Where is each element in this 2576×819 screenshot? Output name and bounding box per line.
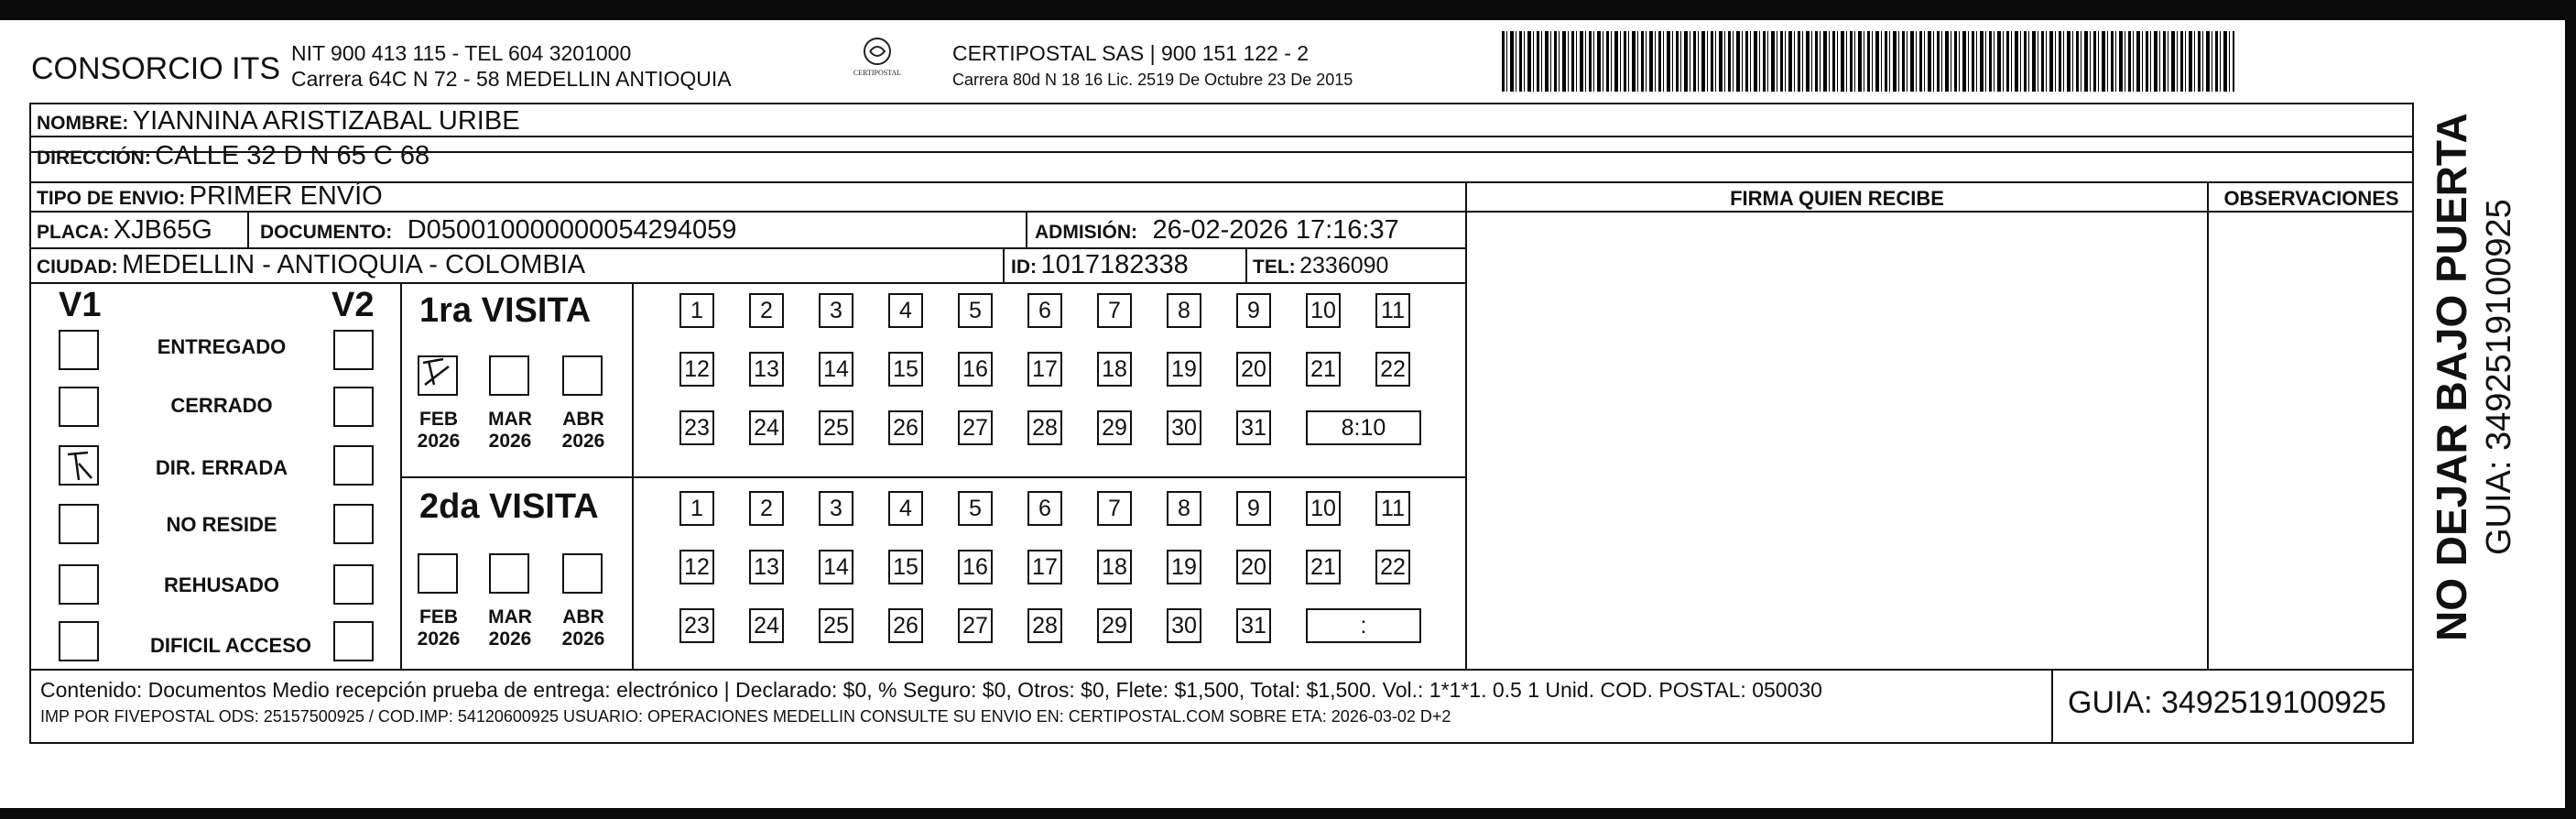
status-entregado: ENTREGADO: [157, 335, 287, 358]
second-visit-day-6[interactable]: 6: [1027, 491, 1062, 526]
v2-cerrado-checkbox[interactable]: [333, 387, 374, 427]
documento-value: D050010000000054294059: [407, 215, 737, 245]
second-visit-day-16[interactable]: 16: [958, 550, 993, 584]
v1-dificil-acceso-checkbox[interactable]: [59, 621, 99, 661]
second-visit-day-13[interactable]: 13: [749, 550, 784, 584]
certipostal-logo: [850, 31, 905, 86]
second-visit-time-box[interactable]: :: [1306, 608, 1421, 643]
first-visit-day-25[interactable]: 25: [819, 410, 853, 445]
first-visit-day-15[interactable]: 15: [888, 352, 923, 387]
first-visit-day-13[interactable]: 13: [749, 352, 784, 387]
second-visit-day-7[interactable]: 7: [1097, 491, 1132, 526]
tel-value: 2336090: [1299, 253, 1389, 278]
v2-label: V2: [332, 286, 375, 324]
second-visit-day-17[interactable]: 17: [1027, 550, 1062, 584]
first-visit-time-box[interactable]: 8:10: [1306, 410, 1421, 445]
second-visit-day-2[interactable]: 2: [749, 491, 784, 526]
v1-rehusado-checkbox[interactable]: [59, 564, 99, 605]
first-visit-day-12[interactable]: 12: [679, 352, 714, 387]
first-visit-day-1[interactable]: 1: [679, 293, 714, 328]
v1-no-reside-checkbox[interactable]: [59, 504, 99, 544]
id-value: 1017182338: [1040, 250, 1189, 279]
id-label: ID:: [1011, 257, 1037, 278]
carrier-address: Carrera 80d N 18 16 Lic. 2519 De Octubre 23 De 2015: [952, 71, 1353, 89]
first-visit-day-3[interactable]: 3: [819, 293, 853, 328]
second-visit-day-3[interactable]: 3: [819, 491, 853, 526]
admision-value: 26-02-2026 17:16:37: [1152, 215, 1399, 245]
nombre-label: NOMBRE:: [37, 113, 129, 134]
direccion-label: DIRECCIÓN:: [37, 147, 151, 169]
first-visit-day-28[interactable]: 28: [1027, 410, 1062, 445]
footer-contents: Contenido: Documentos Medio recepción prueba de entrega: electrónico | Declarado: $0, % Seguro: $0, Otros: $0, Flete: $1,500, Total: $1,500. Vol.: 1*1*1. 0.5 1 Unid. COD. POSTAL: 050030: [40, 678, 1822, 702]
month-abr-2: ABR 2026: [561, 606, 605, 650]
v1-entregado-checkbox[interactable]: [59, 330, 99, 370]
first-visit-day-14[interactable]: 14: [819, 352, 853, 387]
second-visit-day-18[interactable]: 18: [1097, 550, 1132, 584]
second-visit-day-grid: [679, 491, 1430, 665]
barcode: [1502, 31, 2234, 92]
v2-no-reside-checkbox[interactable]: [333, 504, 374, 544]
month-feb-2: FEB 2026: [417, 606, 461, 650]
first-visit-day-2[interactable]: 2: [749, 293, 784, 328]
first-visit-day-24[interactable]: 24: [749, 410, 784, 445]
first-visit-day-30[interactable]: 30: [1167, 410, 1201, 445]
second-visit-day-11[interactable]: 11: [1375, 491, 1410, 526]
month-mar-1: MAR 2026: [488, 409, 532, 452]
v2-rehusado-checkbox[interactable]: [333, 564, 374, 605]
second-visit-day-31[interactable]: 31: [1236, 608, 1271, 643]
status-dificil-acceso: DIFICIL ACCESO: [149, 634, 311, 657]
right-border: [2565, 0, 2576, 819]
admision-label: ADMISIÓN:: [1035, 222, 1137, 243]
second-visit-day-8[interactable]: 8: [1167, 491, 1201, 526]
first-visit-day-6[interactable]: 6: [1027, 293, 1062, 328]
first-visit-day-31[interactable]: 31: [1236, 410, 1271, 445]
company-name: CONSORCIO ITS: [31, 51, 281, 86]
first-visit-day-21[interactable]: 21: [1306, 352, 1341, 387]
side-warning: NO DEJAR BAJO PUERTA: [2428, 113, 2475, 641]
second-visit-day-24[interactable]: 24: [749, 608, 784, 643]
v2-dificil-acceso-checkbox[interactable]: [333, 621, 374, 661]
v1-label: V1: [59, 286, 102, 324]
footer-guia: GUIA: 3492519100925: [2068, 685, 2386, 720]
bottom-border: [0, 808, 2576, 819]
month-mar-2: MAR 2026: [488, 606, 532, 650]
first-visit-day-5[interactable]: 5: [958, 293, 993, 328]
second-visit-day-15[interactable]: 15: [888, 550, 923, 584]
v1-dir-errada-checkbox[interactable]: [59, 445, 99, 486]
second-visit-day-14[interactable]: 14: [819, 550, 853, 584]
handwritten-check-icon: [419, 357, 456, 394]
first-visit-title: 1ra VISITA: [419, 291, 592, 330]
first-visit-day-23[interactable]: 23: [679, 410, 714, 445]
second-visit-day-22[interactable]: 22: [1375, 550, 1410, 584]
signature-area[interactable]: [1467, 213, 2207, 669]
ciudad-label: CIUDAD:: [37, 257, 118, 278]
v1-cerrado-checkbox[interactable]: [59, 387, 99, 427]
first-visit-abr-checkbox[interactable]: [562, 355, 603, 396]
status-cerrado: CERRADO: [170, 394, 273, 417]
first-visit-day-16[interactable]: 16: [958, 352, 993, 387]
second-visit-day-5[interactable]: 5: [958, 491, 993, 526]
status-dir-errada: DIR. ERRADA: [155, 456, 288, 479]
second-visit-day-10[interactable]: 10: [1306, 491, 1341, 526]
second-visit-day-20[interactable]: 20: [1236, 550, 1271, 584]
first-visit-day-19[interactable]: 19: [1167, 352, 1201, 387]
firma-header: FIRMA QUIEN RECIBE: [1730, 187, 1944, 210]
first-visit-day-27[interactable]: 27: [958, 410, 993, 445]
company-address: Carrera 64C N 72 - 58 MEDELLIN ANTIOQUIA: [291, 67, 732, 91]
second-visit-mar-checkbox[interactable]: [489, 553, 529, 594]
svg-text:CERTIPOSTAL: CERTIPOSTAL: [853, 69, 902, 77]
top-border: [0, 0, 2576, 20]
tipo-label: TIPO DE ENVIO:: [37, 188, 186, 209]
first-visit-day-10[interactable]: 10: [1306, 293, 1341, 328]
observations-area[interactable]: [2209, 213, 2414, 669]
status-rehusado: REHUSADO: [164, 573, 279, 596]
observaciones-header: OBSERVACIONES: [2223, 187, 2399, 210]
second-visit-feb-checkbox[interactable]: [418, 553, 458, 594]
first-visit-day-grid: [679, 293, 1430, 467]
ciudad-value: MEDELLIN - ANTIOQUIA - COLOMBIA: [122, 250, 586, 279]
second-visit-day-9[interactable]: 9: [1236, 491, 1271, 526]
second-visit-day-30[interactable]: 30: [1167, 608, 1201, 643]
first-visit-feb-checkbox[interactable]: [418, 355, 458, 396]
company-nit: NIT 900 413 115 - TEL 604 3201000: [291, 41, 632, 65]
second-visit-day-28[interactable]: 28: [1027, 608, 1062, 643]
placa-label: PLACA:: [37, 222, 110, 243]
status-no-reside: NO RESIDE: [166, 513, 277, 536]
first-visit-day-26[interactable]: 26: [888, 410, 923, 445]
second-visit-day-4[interactable]: 4: [888, 491, 923, 526]
second-visit-day-25[interactable]: 25: [819, 608, 853, 643]
second-visit-day-26[interactable]: 26: [888, 608, 923, 643]
v2-entregado-checkbox[interactable]: [333, 330, 374, 370]
first-visit-day-17[interactable]: 17: [1027, 352, 1062, 387]
first-visit-day-18[interactable]: 18: [1097, 352, 1132, 387]
first-visit-day-9[interactable]: 9: [1236, 293, 1271, 328]
placa-value: XJB65G: [113, 215, 212, 245]
documento-label: DOCUMENTO:: [260, 222, 393, 243]
v2-dir-errada-checkbox[interactable]: [333, 445, 374, 486]
tel-label: TEL:: [1253, 257, 1296, 278]
handwritten-mark-icon: [60, 447, 97, 484]
first-visit-day-8[interactable]: 8: [1167, 293, 1201, 328]
second-visit-day-29[interactable]: 29: [1097, 608, 1132, 643]
second-visit-day-27[interactable]: 27: [958, 608, 993, 643]
first-visit-day-20[interactable]: 20: [1236, 352, 1271, 387]
first-visit-mar-checkbox[interactable]: [489, 355, 529, 396]
second-visit-day-23[interactable]: 23: [679, 608, 714, 643]
nombre-value: YIANNINA ARISTIZABAL URIBE: [132, 106, 520, 136]
tipo-value: PRIMER ENVÍO: [189, 181, 383, 211]
side-guia: GUIA: 3492519100925: [2480, 199, 2518, 555]
second-visit-day-1[interactable]: 1: [679, 491, 714, 526]
second-visit-day-19[interactable]: 19: [1167, 550, 1201, 584]
first-visit-day-29[interactable]: 29: [1097, 410, 1132, 445]
second-visit-day-12[interactable]: 12: [679, 550, 714, 584]
carrier-name: CERTIPOSTAL SAS | 900 151 122 - 2: [952, 41, 1310, 65]
second-visit-title: 2da VISITA: [419, 487, 599, 526]
second-visit-abr-checkbox[interactable]: [562, 553, 603, 594]
month-abr-1: ABR 2026: [561, 409, 605, 452]
first-visit-day-4[interactable]: 4: [888, 293, 923, 328]
first-visit-day-11[interactable]: 11: [1375, 293, 1410, 328]
month-feb-1: FEB 2026: [417, 409, 461, 452]
first-visit-day-22[interactable]: 22: [1375, 352, 1410, 387]
direccion-value: CALLE 32 D N 65 C 68: [155, 141, 430, 170]
first-visit-day-7[interactable]: 7: [1097, 293, 1132, 328]
second-visit-day-21[interactable]: 21: [1306, 550, 1341, 584]
footer-imp: IMP POR FIVEPOSTAL ODS: 25157500925 / COD.IMP: 54120600925 USUARIO: OPERACIONES MEDELLIN CONSULTE SU ENVIO EN: CERTIPOSTAL.COM SOBRE ETA: 2026-03-02 D+2: [40, 707, 1451, 726]
